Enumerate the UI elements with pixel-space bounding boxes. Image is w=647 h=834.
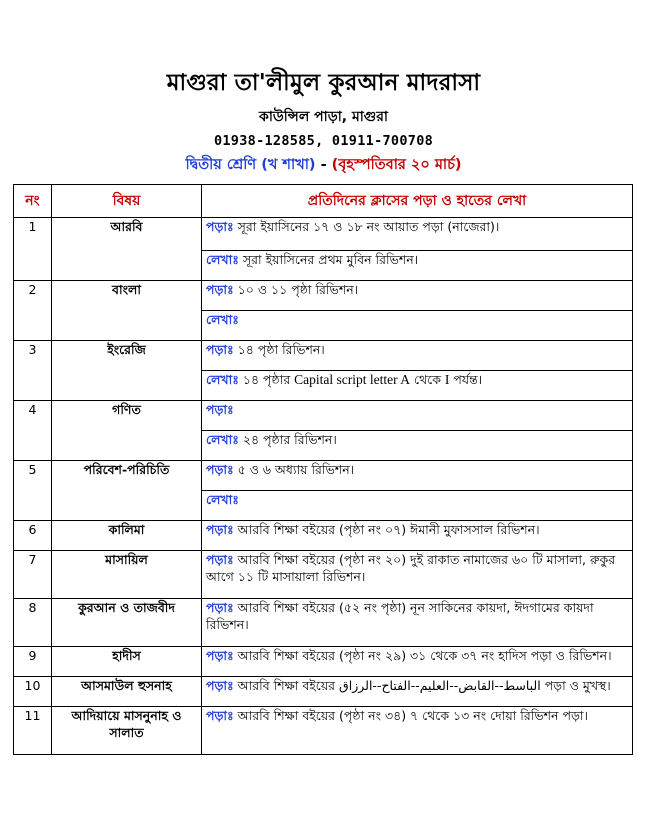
header-subject: বিষয় bbox=[52, 185, 202, 218]
read-text: আরবি শিক্ষা বইয়ের (পৃষ্ঠা নং ০৭) ঈমানী মুফাসসাল রিভিশন। bbox=[233, 522, 540, 537]
class-label: দ্বিতীয় শ্রেণি (খ শাখা) bbox=[185, 157, 316, 173]
madrasa-title: মাগুরা তা'লীমুল কুরআন মাদরাসা bbox=[166, 70, 481, 96]
read-text: ১০ ও ১১ পৃষ্ঠা রিভিশন। bbox=[233, 282, 359, 297]
read-text: ৫ ও ৬ অধ্যায় রিভিশন। bbox=[233, 462, 355, 477]
read-text: আরবি শিক্ষা বইয়ের الباسط--القابض--العليم--الفتاح--الرزاق পড়া ও মুখস্থ। bbox=[233, 678, 611, 693]
row-number: 2 bbox=[14, 281, 52, 341]
class-date-line bbox=[0, 154, 647, 176]
table-row bbox=[14, 599, 633, 647]
read-cell bbox=[202, 707, 633, 755]
row-subject: পরিবেশ-পরিচিতি bbox=[52, 461, 202, 521]
read-cell bbox=[202, 677, 633, 707]
read-label: পড়াঃ bbox=[206, 708, 234, 723]
row-number: 4 bbox=[14, 401, 52, 461]
read-label: পড়াঃ bbox=[206, 342, 234, 357]
read-text: আরবি শিক্ষা বইয়ের (পৃষ্ঠা নং ৩৪) ৭ থেকে ১৩ নং দোয়া রিভিশন পড়া। bbox=[233, 708, 588, 723]
write-text-part: পর্যন্ত। bbox=[449, 372, 483, 387]
read-label: পড়াঃ bbox=[206, 462, 234, 477]
write-cell bbox=[202, 371, 633, 401]
table-row bbox=[14, 341, 633, 371]
read-cell bbox=[202, 461, 633, 491]
read-cell bbox=[202, 647, 633, 677]
row-number: 6 bbox=[14, 521, 52, 551]
read-label: পড়াঃ bbox=[206, 648, 234, 663]
header-details: প্রতিদিনের ক্লাসের পড়া ও হাতের লেখা bbox=[202, 185, 633, 218]
write-label: লেখাঃ bbox=[206, 372, 239, 387]
table-row bbox=[14, 677, 633, 707]
row-subject: ইংরেজি bbox=[52, 341, 202, 401]
read-label: পড়াঃ bbox=[206, 282, 234, 297]
madrasa-address: কাউন্সিল পাড়া, মাগুরা bbox=[259, 109, 388, 125]
read-cell bbox=[202, 341, 633, 371]
read-label: পড়াঃ bbox=[206, 600, 234, 615]
write-label: লেখাঃ bbox=[206, 432, 239, 447]
write-cell bbox=[202, 491, 633, 521]
read-cell bbox=[202, 551, 633, 599]
row-subject: আসমাউল হুসনাহ bbox=[52, 677, 202, 707]
read-cell bbox=[202, 218, 633, 251]
row-subject: বাংলা bbox=[52, 281, 202, 341]
write-text-part: থেকে bbox=[410, 372, 445, 387]
read-label: পড়াঃ bbox=[206, 219, 234, 234]
write-label: লেখাঃ bbox=[206, 312, 239, 327]
row-subject: কালিমা bbox=[52, 521, 202, 551]
read-cell bbox=[202, 599, 633, 647]
read-text: আরবি শিক্ষা বইয়ের (পৃষ্ঠা নং ২০) দুই রাকাত নামাজের ৬০ টি মাসালা, রুকুর আগে ১১ টি মাসায়ালা রিভিশন। bbox=[206, 552, 616, 584]
row-subject: হাদীস bbox=[52, 647, 202, 677]
write-text-part: ১৪ পৃষ্ঠার bbox=[238, 372, 295, 387]
row-number: 8 bbox=[14, 599, 52, 647]
read-cell bbox=[202, 401, 633, 431]
page-header bbox=[0, 66, 647, 176]
lesson-table bbox=[13, 184, 633, 755]
write-text-english: I bbox=[444, 372, 450, 387]
table-row bbox=[14, 218, 633, 251]
table-row bbox=[14, 401, 633, 431]
write-cell bbox=[202, 251, 633, 281]
write-label: লেখাঃ bbox=[206, 252, 239, 267]
row-subject: মাসায়িল bbox=[52, 551, 202, 599]
row-number: 11 bbox=[14, 707, 52, 755]
write-label: লেখাঃ bbox=[206, 492, 239, 507]
contact-phone: 01938-128585, 01911-700708 bbox=[213, 133, 434, 149]
row-subject: আরবি bbox=[52, 218, 202, 281]
row-number: 10 bbox=[14, 677, 52, 707]
read-label: পড়াঃ bbox=[206, 402, 234, 417]
read-text: আরবি শিক্ষা বইয়ের (পৃষ্ঠা নং ২৯) ৩১ থেকে ৩৭ নং হাদিস পড়া ও রিভিশন। bbox=[233, 648, 612, 663]
row-number: 3 bbox=[14, 341, 52, 401]
read-label: পড়াঃ bbox=[206, 522, 234, 537]
table-row bbox=[14, 647, 633, 677]
table-row bbox=[14, 551, 633, 599]
write-text: ২৪ পৃষ্ঠার রিভিশন। bbox=[238, 432, 337, 447]
read-label: পড়াঃ bbox=[206, 552, 234, 567]
row-subject: কুরআন ও তাজবীদ bbox=[52, 599, 202, 647]
read-text: ১৪ পৃষ্ঠা রিভিশন। bbox=[233, 342, 325, 357]
row-number: 7 bbox=[14, 551, 52, 599]
row-number: 1 bbox=[14, 218, 52, 281]
row-number: 5 bbox=[14, 461, 52, 521]
date-label: (বৃহস্পতিবার ২০ মার্চ) bbox=[331, 157, 462, 173]
table-row bbox=[14, 521, 633, 551]
table-header-row bbox=[14, 185, 633, 218]
read-text: সূরা ইয়াসিনের ১৭ ও ১৮ নং আয়াত পড়া (নাজেরা)। bbox=[233, 219, 500, 234]
read-cell bbox=[202, 281, 633, 311]
row-subject: গণিত bbox=[52, 401, 202, 461]
header-number: নং bbox=[14, 185, 52, 218]
read-text: আরবি শিক্ষা বইয়ের (৫২ নং পৃষ্ঠা) নূন সাকিনের কায়দা, ঈদগামের কায়দা রিভিশন। bbox=[206, 600, 594, 632]
write-cell bbox=[202, 311, 633, 341]
write-text-english: Capital script letter A bbox=[294, 372, 411, 387]
row-number: 9 bbox=[14, 647, 52, 677]
table-row bbox=[14, 707, 633, 755]
write-text: সূরা ইয়াসিনের প্রথম মুবিন রিভিশন। bbox=[238, 252, 419, 267]
class-separator: - bbox=[315, 157, 332, 173]
read-label: পড়াঃ bbox=[206, 678, 234, 693]
read-cell bbox=[202, 521, 633, 551]
table-row bbox=[14, 281, 633, 311]
row-subject: আদিয়ায়ে মাসনুনাহ ও সালাত bbox=[52, 707, 202, 755]
write-cell bbox=[202, 431, 633, 461]
table-row bbox=[14, 461, 633, 491]
